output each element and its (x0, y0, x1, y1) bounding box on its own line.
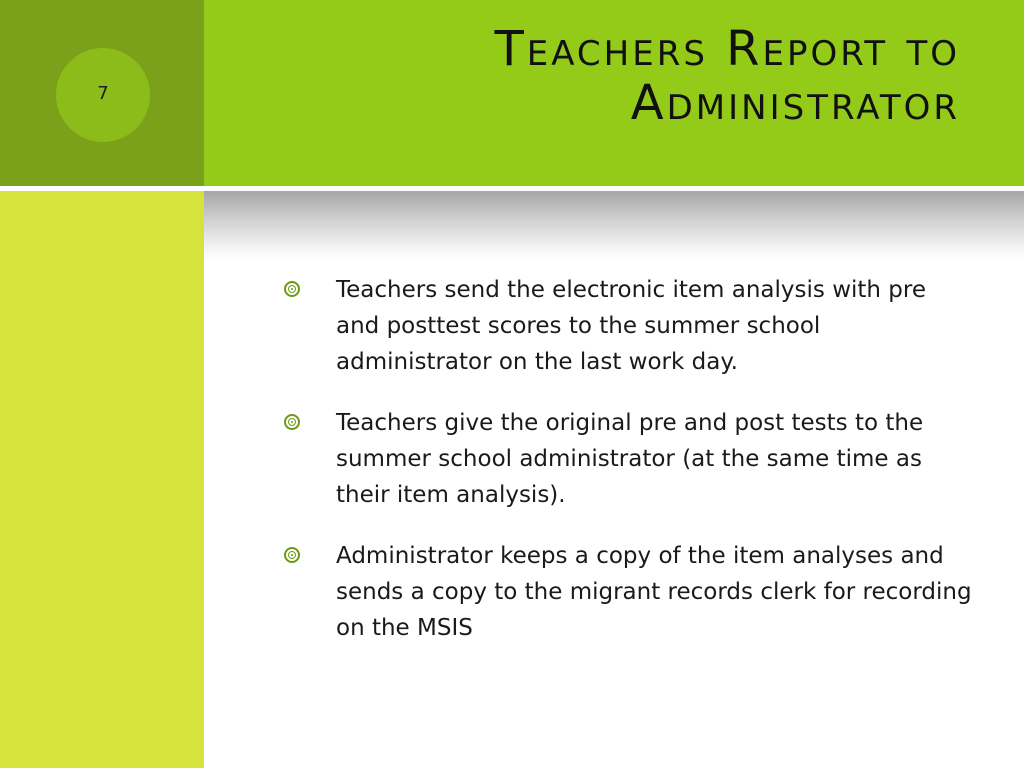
bullet-text: Teachers send the electronic item analysis with pre and posttest scores to the summer school administrator on the last work day. (336, 277, 927, 375)
bullet-item (284, 538, 974, 646)
bullet-list (284, 272, 974, 671)
target-bullet-icon (284, 414, 300, 430)
target-bullet-icon (284, 281, 300, 297)
bullet-item (284, 272, 974, 380)
left-sidebar (0, 191, 204, 768)
slide-title: Teachers Report to Administrator (494, 21, 960, 131)
target-bullet-icon (284, 547, 300, 563)
slide-number-badge (56, 48, 150, 142)
bullet-text: Administrator keeps a copy of the item analyses and sends a copy to the migrant records clerk for recording on the MSIS (336, 543, 972, 641)
title-bar (204, 0, 1024, 186)
bullet-text: Teachers give the original pre and post tests to the summer school administrator (at the same time as their item analysis). (336, 410, 924, 508)
corner-block (0, 0, 204, 186)
shade-band (204, 191, 1024, 261)
slide-number: 7 (97, 83, 109, 104)
bullet-item (284, 405, 974, 513)
